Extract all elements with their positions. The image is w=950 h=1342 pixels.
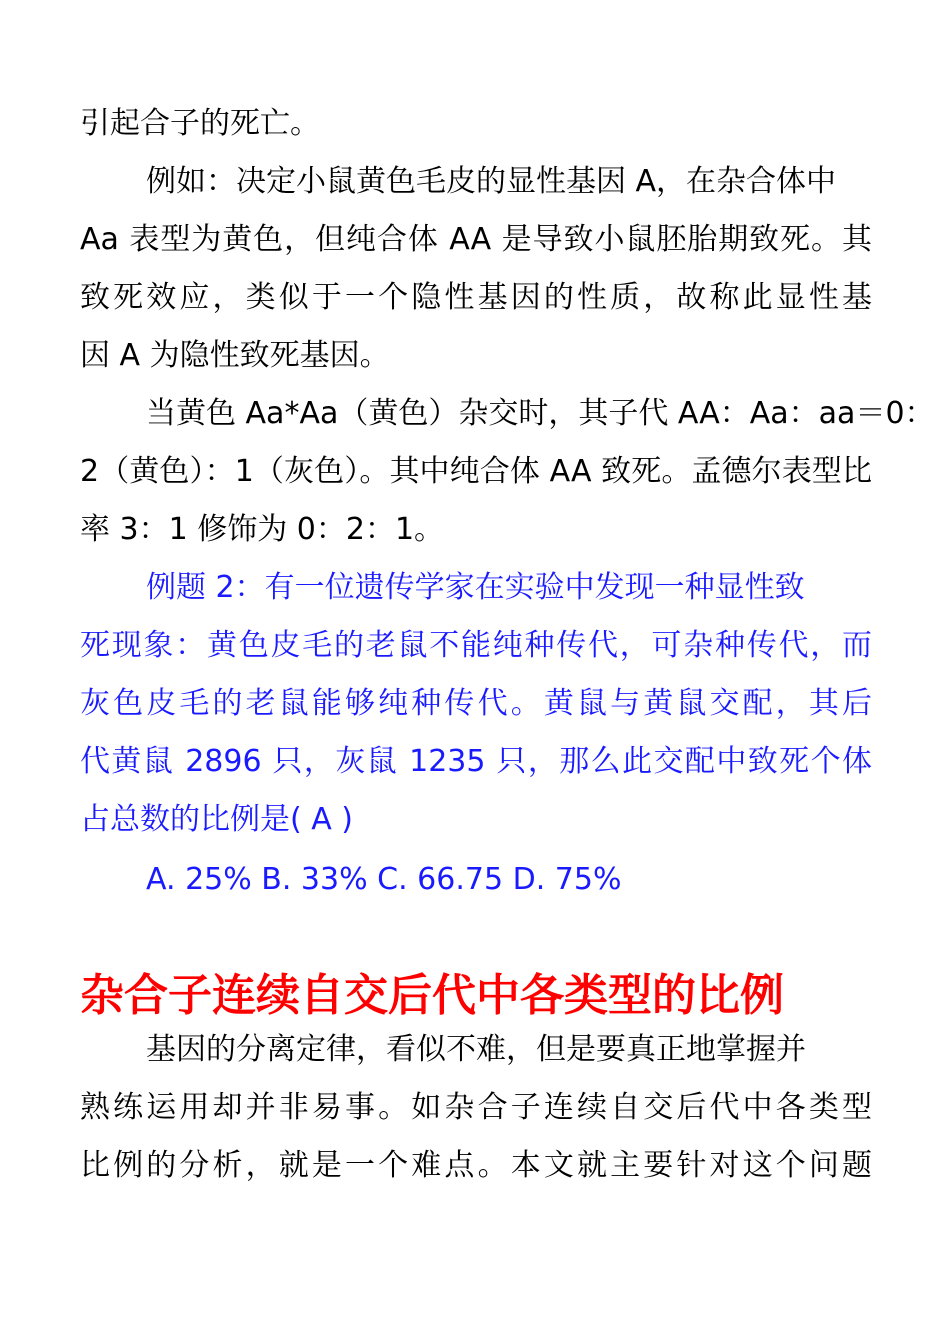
example-question-line: 灰色皮毛的老鼠能够纯种传代。黄鼠与黄鼠交配，其后 — [80, 686, 872, 721]
example-question-line: 例题 2：有一位遗传学家在实验中发现一种显性致 — [146, 570, 805, 605]
example-question-line: 代黄鼠 2896 只，灰鼠 1235 只，那么此交配中致死个体 — [80, 744, 872, 779]
paragraph-line: 熟练运用却并非易事。如杂合子连续自交后代中各类型 — [80, 1090, 872, 1125]
section-heading: 杂合子连续自交后代中各类型的比例 — [80, 970, 784, 1021]
paragraph-line: 基因的分离定律，看似不难，但是要真正地掌握并 — [146, 1032, 806, 1067]
paragraph-line: 率 3：1 修饰为 0：2：1。 — [80, 512, 445, 547]
example-question-line: 死现象：黄色皮毛的老鼠不能纯种传代，可杂种传代，而 — [80, 628, 872, 663]
paragraph-line: Aa 表型为黄色，但纯合体 AA 是导致小鼠胚胎期致死。其 — [80, 222, 872, 257]
paragraph-line: 致死效应，类似于一个隐性基因的性质，故称此显性基 — [80, 280, 872, 315]
paragraph-line: 因 A 为隐性致死基因。 — [80, 338, 390, 373]
paragraph-line: 引起合子的死亡。 — [80, 106, 320, 141]
paragraph-line: 2（黄色）：1（灰色）。其中纯合体 AA 致死。孟德尔表型比 — [80, 454, 872, 489]
paragraph-line: 例如：决定小鼠黄色毛皮的显性基因 A，在杂合体中 — [146, 164, 837, 199]
example-options: A. 25% B. 33% C. 66.75 D. 75% — [146, 862, 622, 897]
paragraph-line: 比例的分析，就是一个难点。本文就主要针对这个问题 — [80, 1148, 872, 1183]
paragraph-line: 当黄色 Aa*Aa（黄色）杂交时，其子代 AA：Aa：aa＝0： — [146, 396, 935, 431]
example-question-line: 占总数的比例是( A ) — [80, 802, 354, 837]
